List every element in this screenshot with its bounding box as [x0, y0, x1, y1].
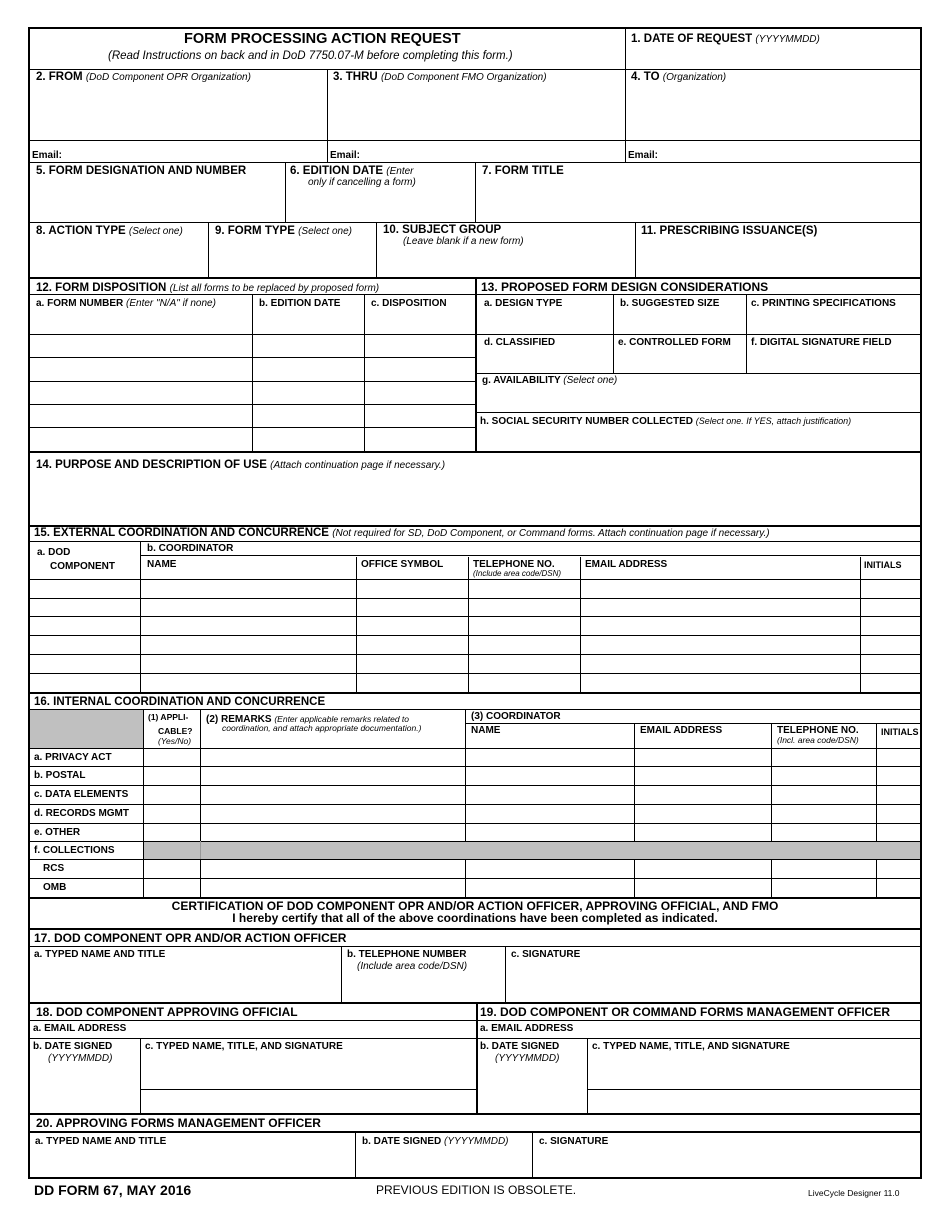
- disposition-row-field[interactable]: [31, 428, 251, 450]
- from-email-label: Email:: [32, 150, 63, 161]
- int-phone-col: TELEPHONE NO.: [777, 725, 859, 736]
- external-row[interactable]: [31, 674, 919, 691]
- remarks-col-hint: coordination, and attach appropriate documentation.): [222, 723, 422, 733]
- fmo-date-hint: (YYYYMMDD): [495, 1053, 560, 1064]
- fmo-email-input[interactable]: [585, 1021, 919, 1037]
- approving-date-hint: (YYYYMMDD): [48, 1053, 113, 1064]
- applicable-col-hint: (Yes/No): [158, 736, 192, 746]
- opr-name-label: a. TYPED NAME AND TITLE: [34, 949, 166, 960]
- action-type-label: 8. ACTION TYPE (Select one): [36, 225, 183, 237]
- applicable-col2: CABLE?: [158, 726, 193, 736]
- coord-name-col: NAME: [147, 559, 177, 570]
- form-type-label: 9. FORM TYPE (Select one): [215, 225, 352, 237]
- disposition-row-field[interactable]: [31, 405, 251, 426]
- row-postal: b. POSTAL: [34, 770, 86, 781]
- availability-label: g. AVAILABILITY (Select one): [482, 375, 618, 386]
- form-title-label: 7. FORM TITLE: [482, 165, 564, 177]
- thru-label: 3. THRU (DoD Component FMO Organization): [333, 71, 547, 83]
- certification-statement: I hereby certify that all of the above coordinations have been completed as indicated.: [232, 911, 718, 925]
- thru-email-label: Email:: [330, 150, 361, 161]
- row-collections: f. COLLECTIONS: [34, 845, 115, 856]
- int-coordinator-col: (3) COORDINATOR: [471, 711, 561, 722]
- afmo-signature-field[interactable]: [533, 1149, 919, 1178]
- disposition-row-field[interactable]: [31, 382, 251, 403]
- int-initials-col: INITIALS: [881, 727, 919, 737]
- row-records-mgmt: d. RECORDS MGMT: [34, 808, 129, 819]
- dod-component-col: a. DOD: [37, 547, 71, 558]
- approving-date-field[interactable]: [31, 1066, 139, 1112]
- internal-row[interactable]: [144, 786, 919, 803]
- subject-group-field[interactable]: [377, 249, 634, 276]
- thru-field[interactable]: [328, 84, 624, 140]
- int-email-col: EMAIL ADDRESS: [640, 725, 723, 736]
- afmo-signature-label: c. SIGNATURE: [539, 1136, 609, 1147]
- action-type-select[interactable]: [31, 239, 207, 276]
- approving-official-label: 18. DOD COMPONENT APPROVING OFFICIAL: [36, 1005, 298, 1019]
- thru-email-input[interactable]: [364, 141, 624, 161]
- form-instructions: (Read Instructions on back and in DoD 7750.07-M before completing this form.): [108, 50, 513, 62]
- form-disposition-label: 12. FORM DISPOSITION (List all forms to be replaced by proposed form): [36, 282, 380, 294]
- office-symbol-col: OFFICE SYMBOL: [361, 559, 444, 570]
- email-col: EMAIL ADDRESS: [585, 559, 668, 570]
- afmo-name-label: a. TYPED NAME AND TITLE: [35, 1136, 167, 1147]
- ssn-collected-select[interactable]: [477, 427, 919, 450]
- classified-label: d. CLASSIFIED: [484, 337, 556, 348]
- initials-col: INITIALS: [864, 560, 902, 570]
- digital-signature-label: f. DIGITAL SIGNATURE FIELD: [751, 337, 892, 348]
- external-row[interactable]: [31, 636, 919, 653]
- controlled-form-select[interactable]: [614, 350, 745, 372]
- prescribing-issuance-field[interactable]: [636, 239, 919, 276]
- approving-signature-label: c. TYPED NAME, TITLE, AND SIGNATURE: [145, 1041, 343, 1052]
- telephone-col-hint: (Include area code/DSN): [473, 569, 562, 578]
- form-type-select[interactable]: [209, 239, 375, 276]
- to-email-label: Email:: [628, 150, 659, 161]
- fmo-name-field[interactable]: [588, 1054, 919, 1088]
- approving-date-label: b. DATE SIGNED: [33, 1041, 113, 1052]
- digital-signature-select[interactable]: [747, 350, 919, 372]
- printing-specs-label: c. PRINTING SPECIFICATIONS: [751, 298, 896, 309]
- afmo-name-field[interactable]: [31, 1149, 354, 1178]
- opr-phone-hint: (Include area code/DSN): [357, 961, 468, 972]
- to-email-input[interactable]: [662, 141, 919, 161]
- to-label: 4. TO (Organization): [631, 71, 727, 83]
- internal-row[interactable]: [144, 749, 919, 765]
- fmo-signature-label: c. TYPED NAME, TITLE, AND SIGNATURE: [592, 1041, 790, 1052]
- subject-group-hint: (Leave blank if a new form): [403, 236, 524, 247]
- internal-row[interactable]: [144, 824, 919, 840]
- form-id: DD FORM 67, MAY 2016: [34, 1182, 192, 1198]
- form-designation-label: 5. FORM DESIGNATION AND NUMBER: [36, 165, 247, 177]
- external-row[interactable]: [31, 599, 919, 615]
- approving-name-field[interactable]: [141, 1054, 475, 1088]
- edition-date-col: b. EDITION DATE: [259, 298, 341, 309]
- designer-note: LiveCycle Designer 11.0: [808, 1188, 900, 1198]
- external-row[interactable]: [31, 617, 919, 634]
- external-row[interactable]: [31, 655, 919, 672]
- opr-signature-label: c. SIGNATURE: [511, 949, 581, 960]
- edition-date-field[interactable]: [286, 191, 474, 221]
- coordinator-col: b. COORDINATOR: [147, 543, 234, 554]
- design-type-label: a. DESIGN TYPE: [484, 298, 563, 309]
- form-designation-field[interactable]: [31, 179, 284, 221]
- obsolete-notice: PREVIOUS EDITION IS OBSOLETE.: [376, 1183, 577, 1197]
- int-phone-col-hint: (Incl. area code/DSN): [777, 735, 859, 745]
- edition-date-label: 6. EDITION DATE (Enter: [290, 165, 414, 177]
- design-considerations-label: 13. PROPOSED FORM DESIGN CONSIDERATIONS: [481, 280, 769, 294]
- prescribing-issuance-label: 11. PRESCRIBING ISSUANCE(S): [641, 225, 818, 237]
- opr-name-field[interactable]: [31, 962, 340, 1001]
- disposition-row-field[interactable]: [31, 335, 251, 356]
- from-email-input[interactable]: [66, 141, 326, 161]
- purpose-textarea[interactable]: [31, 473, 919, 524]
- internal-row[interactable]: [144, 860, 919, 877]
- fmo-date-label: b. DATE SIGNED: [480, 1041, 560, 1052]
- internal-coordination-label: 16. INTERNAL COORDINATION AND CONCURRENCE: [34, 696, 326, 708]
- form-frame: [28, 27, 922, 1179]
- classified-select[interactable]: [477, 350, 612, 372]
- external-row[interactable]: [31, 580, 919, 597]
- controlled-form-label: e. CONTROLLED FORM: [618, 337, 731, 348]
- row-data-elements: c. DATA ELEMENTS: [34, 789, 129, 800]
- internal-row[interactable]: [144, 767, 919, 784]
- row-omb: OMB: [43, 882, 67, 893]
- telephone-col: TELEPHONE NO.: [473, 559, 555, 570]
- to-field[interactable]: [626, 84, 919, 140]
- approving-email-input[interactable]: [140, 1021, 475, 1037]
- from-label: 2. FROM (DoD Component OPR Organization): [36, 71, 251, 83]
- dod-component-col2: COMPONENT: [50, 561, 115, 572]
- internal-row[interactable]: [144, 879, 919, 896]
- fmo-email-label: a. EMAIL ADDRESS: [480, 1023, 574, 1034]
- afmo-date-field[interactable]: [356, 1149, 531, 1178]
- suggested-size-label: b. SUGGESTED SIZE: [620, 298, 720, 309]
- opr-officer-label: 17. DOD COMPONENT OPR AND/OR ACTION OFFICER: [34, 931, 347, 945]
- remarks-col: (2) REMARKS (Enter applicable remarks related to: [206, 714, 409, 725]
- form-number-col: a. FORM NUMBER (Enter "N/A" if none): [36, 298, 216, 309]
- int-name-col: NAME: [471, 725, 501, 736]
- opr-phone-field[interactable]: [342, 974, 504, 1001]
- form-title-field[interactable]: [476, 179, 919, 221]
- internal-row[interactable]: [144, 805, 919, 822]
- suggested-size-select[interactable]: [614, 311, 745, 333]
- fmo-signature-field[interactable]: [588, 1090, 919, 1112]
- external-coordination-label: 15. EXTERNAL COORDINATION AND CONCURRENCE (Not required for SD, DoD Component, or Command forms. Attach continuation page if necessary.): [34, 527, 770, 539]
- certification-title: CERTIFICATION OF DOD COMPONENT OPR AND/OR ACTION OFFICER, APPROVING OFFICIAL, AND FMO: [171, 899, 779, 913]
- disposition-col: c. DISPOSITION: [371, 298, 447, 309]
- disposition-row-field[interactable]: [31, 311, 251, 333]
- opr-signature-field[interactable]: [506, 962, 919, 1001]
- from-field[interactable]: [31, 84, 326, 140]
- printing-specs-select[interactable]: [747, 311, 919, 333]
- edition-date-hint: only if cancelling a form): [308, 177, 416, 188]
- form-title: FORM PROCESSING ACTION REQUEST: [184, 31, 461, 47]
- date-of-request-label: 1. DATE OF REQUEST (YYYYMMDD): [631, 33, 820, 45]
- fmo-label: 19. DOD COMPONENT OR COMMAND FORMS MANAGEMENT OFFICER: [480, 1005, 890, 1019]
- applicable-col: (1) APPLI-: [148, 712, 189, 722]
- fmo-date-field[interactable]: [478, 1066, 586, 1112]
- approving-fmo-label: 20. APPROVING FORMS MANAGEMENT OFFICER: [36, 1116, 321, 1130]
- disposition-row-field[interactable]: [31, 358, 251, 380]
- approving-signature-field[interactable]: [141, 1090, 475, 1112]
- availability-select[interactable]: [477, 387, 919, 411]
- row-privacy-act: a. PRIVACY ACT: [34, 752, 112, 763]
- opr-phone-label: b. TELEPHONE NUMBER: [347, 949, 467, 960]
- ssn-collected-label: h. SOCIAL SECURITY NUMBER COLLECTED (Select one. If YES, attach justification): [480, 416, 852, 427]
- row-rcs: RCS: [43, 863, 65, 874]
- approving-email-label: a. EMAIL ADDRESS: [33, 1023, 127, 1034]
- subject-group-label: 10. SUBJECT GROUP: [383, 224, 502, 236]
- design-type-select[interactable]: [477, 311, 612, 333]
- purpose-label: 14. PURPOSE AND DESCRIPTION OF USE (Attach continuation page if necessary.): [36, 459, 446, 471]
- row-other: e. OTHER: [34, 827, 81, 838]
- afmo-date-label: b. DATE SIGNED (YYYYMMDD): [362, 1136, 509, 1147]
